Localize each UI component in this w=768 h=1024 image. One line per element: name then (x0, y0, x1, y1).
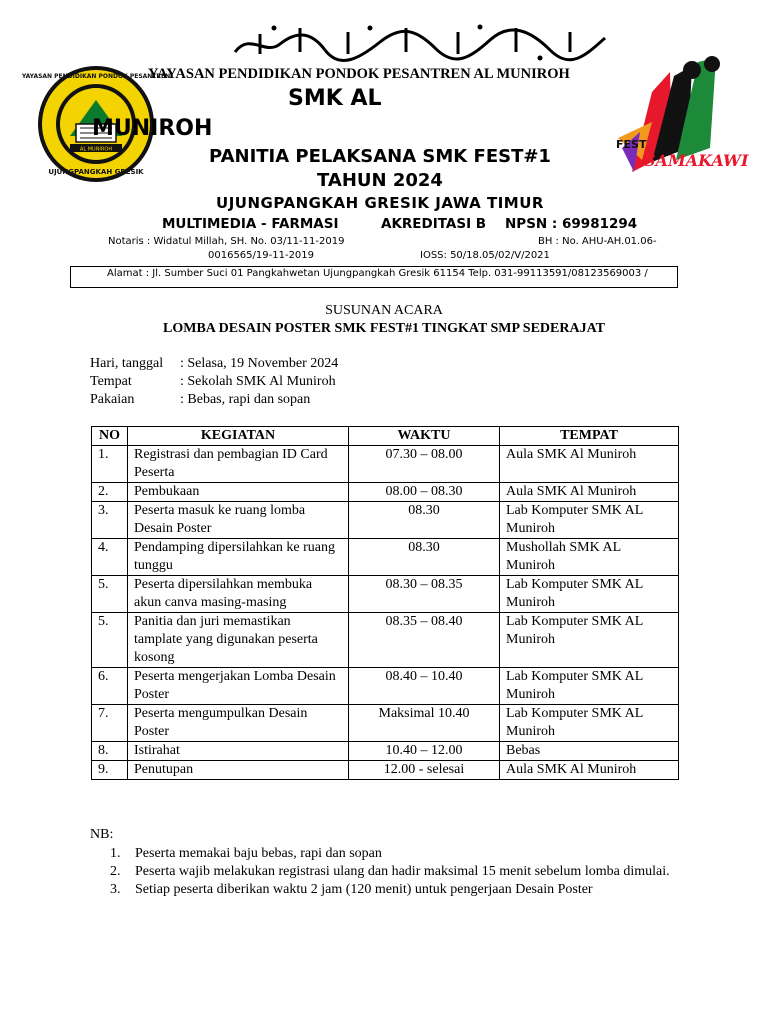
notary-line: Notaris : Widatul Millah, SH. No. 03/11-11-2019 (108, 236, 345, 247)
cell-no: 9. (92, 761, 128, 780)
cell-kegiatan: Istirahat (128, 742, 349, 761)
table-row (92, 705, 679, 742)
logo-ring-text-top: YAYASAN PENDIDIKAN PONDOK PESANTREN (21, 73, 171, 80)
cell-tempat: Aula SMK Al Muniroh (500, 761, 679, 780)
logo-fest-text: FEST (616, 138, 647, 151)
cell-tempat: Lab Komputer SMK AL Muniroh (500, 705, 679, 742)
cell-no: 1. (92, 446, 128, 483)
notes-label: NB: (90, 827, 114, 842)
cell-kegiatan: Pendamping dipersilahkan ke ruang tunggu (128, 539, 349, 576)
cell-waktu: 08.35 – 08.40 (349, 613, 500, 668)
note-text: Peserta memakai baju bebas, rapi dan sopan (135, 846, 382, 861)
info-row (90, 373, 338, 391)
note-text: Peserta wajib melakukan registrasi ulang dan hadir maksimal 15 menit sebelum lomba dimulai. (135, 864, 670, 879)
committee-year: TAHUN 2024 (317, 170, 443, 191)
cell-tempat: Lab Komputer SMK AL Muniroh (500, 502, 679, 539)
cell-waktu: 08.30 (349, 539, 500, 576)
cell-waktu: Maksimal 10.40 (349, 705, 500, 742)
cell-waktu: 07.30 – 08.00 (349, 446, 500, 483)
table-row (92, 446, 679, 483)
committee-title: PANITIA PELAKSANA SMK FEST#1 (209, 146, 551, 167)
school-name-line1: SMK AL (288, 86, 382, 111)
note-number: 2. (110, 864, 121, 879)
bh-line: BH : No. AHU-AH.01.06- (538, 236, 657, 247)
table-row (92, 539, 679, 576)
table-row (92, 502, 679, 539)
notes-list (110, 845, 677, 899)
logo-ring-text-bottom: UJUNGPANGKAH GRESIK (48, 168, 144, 176)
cell-kegiatan: Panitia dan juri memastikan tamplate yang digunakan peserta kosong (128, 613, 349, 668)
foundation-name: YAYASAN PENDIDIKAN PONDOK PESANTREN AL MUNIROH (148, 66, 570, 82)
info-label: Hari, tanggal (90, 356, 164, 371)
logo-samakawi-text: SAMAKAWI (644, 151, 749, 170)
cell-tempat: Aula SMK Al Muniroh (500, 483, 679, 502)
header-no: NO (92, 427, 128, 446)
school-npsn: NPSN : 69981294 (505, 216, 638, 232)
notary-line-continued: 0016565/19-11-2019 (208, 250, 315, 261)
cell-kegiatan: Registrasi dan pembagian ID Card Peserta (128, 446, 349, 483)
note-item (110, 863, 677, 881)
cell-waktu: 10.40 – 12.00 (349, 742, 500, 761)
school-location: UJUNGPANGKAH GRESIK JAWA TIMUR (216, 194, 544, 212)
info-row (90, 391, 338, 409)
cell-kegiatan: Peserta dipersilahkan membuka akun canva masing-masing (128, 576, 349, 613)
cell-waktu: 12.00 - selesai (349, 761, 500, 780)
cell-no: 2. (92, 483, 128, 502)
info-label: Tempat (90, 374, 132, 389)
info-value: : Bebas, rapi dan sopan (180, 392, 311, 407)
cell-tempat: Lab Komputer SMK AL Muniroh (500, 576, 679, 613)
cell-kegiatan: Pembukaan (128, 483, 349, 502)
cell-tempat: Lab Komputer SMK AL Muniroh (500, 613, 679, 668)
event-info (90, 355, 338, 409)
ioss-line: IOSS: 50/18.05/02/V/2021 (420, 250, 550, 261)
cell-no: 6. (92, 668, 128, 705)
cell-kegiatan: Peserta masuk ke ruang lomba Desain Poster (128, 502, 349, 539)
note-number: 3. (110, 882, 121, 897)
cell-waktu: 08.00 – 08.30 (349, 483, 500, 502)
note-item (110, 881, 677, 899)
arabic-calligraphy-header (230, 22, 610, 62)
cell-no: 3. (92, 502, 128, 539)
cell-tempat: Aula SMK Al Muniroh (500, 446, 679, 483)
title-line-2: LOMBA DESAIN POSTER SMK FEST#1 TINGKAT SMP SEDERAJAT (163, 321, 605, 336)
school-name-line2: MUNIROH (92, 116, 213, 141)
header-waktu: WAKTU (349, 427, 500, 446)
cell-waktu: 08.40 – 10.40 (349, 668, 500, 705)
cell-waktu: 08.30 (349, 502, 500, 539)
header-kegiatan: KEGIATAN (128, 427, 349, 446)
cell-no: 8. (92, 742, 128, 761)
cell-waktu: 08.30 – 08.35 (349, 576, 500, 613)
cell-kegiatan: Peserta mengumpulkan Desain Poster (128, 705, 349, 742)
title-line-1: SUSUNAN ACARA (325, 303, 443, 318)
school-programs: MULTIMEDIA - FARMASI (162, 216, 339, 232)
table-row (92, 613, 679, 668)
cell-no: 5. (92, 613, 128, 668)
cell-tempat: Mushollah SMK AL Muniroh (500, 539, 679, 576)
document-title (80, 302, 688, 338)
school-accreditation: AKREDITASI B (381, 216, 487, 232)
table-header-row (92, 427, 679, 446)
cell-tempat: Bebas (500, 742, 679, 761)
table-row (92, 576, 679, 613)
table-row (92, 761, 679, 780)
note-item (110, 845, 677, 863)
table-row (92, 742, 679, 761)
info-value: : Sekolah SMK Al Muniroh (180, 374, 336, 389)
info-value: : Selasa, 19 November 2024 (180, 356, 339, 371)
address-text: Alamat : Jl. Sumber Suci 01 Pangkahwetan Ujungpangkah Gresik 61154 Telp. 031-99113591/08123569003 / (107, 268, 648, 279)
schedule-table (91, 426, 679, 780)
info-row (90, 355, 338, 373)
header-tempat: TEMPAT (500, 427, 679, 446)
cell-no: 7. (92, 705, 128, 742)
cell-no: 4. (92, 539, 128, 576)
cell-tempat: Lab Komputer SMK AL Muniroh (500, 668, 679, 705)
note-number: 1. (110, 846, 121, 861)
info-label: Pakaian (90, 392, 135, 407)
cell-kegiatan: Peserta mengerjakan Lomba Desain Poster (128, 668, 349, 705)
cell-kegiatan: Penutupan (128, 761, 349, 780)
table-row (92, 668, 679, 705)
note-text: Setiap peserta diberikan waktu 2 jam (120 menit) untuk pengerjaan Desain Poster (135, 882, 593, 897)
table-row (92, 483, 679, 502)
logo-banner-text: AL MUNIROH (79, 146, 113, 153)
address-box (70, 266, 678, 288)
cell-no: 5. (92, 576, 128, 613)
